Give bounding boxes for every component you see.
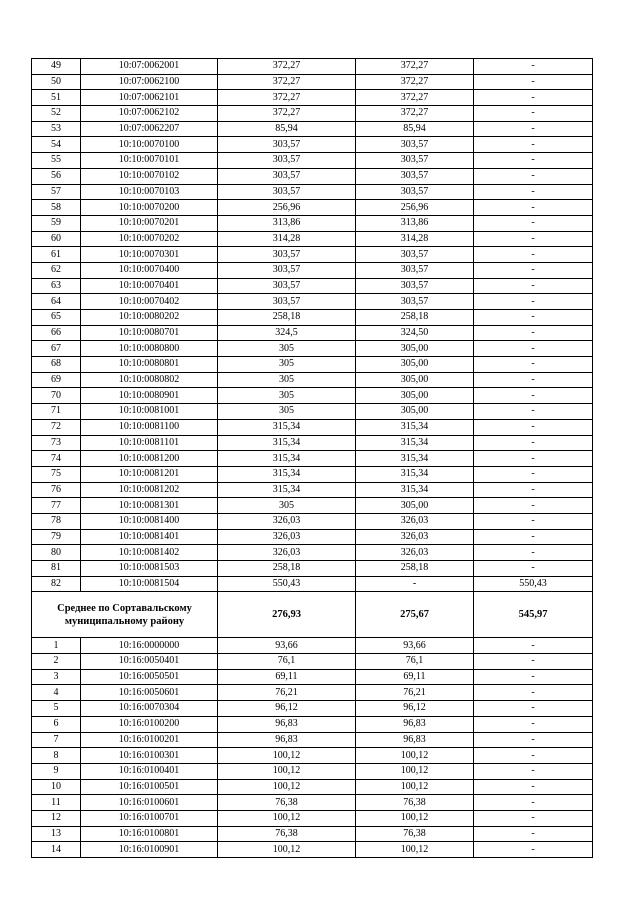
- value-col-3: -: [474, 482, 593, 498]
- value-col-2: 305,00: [356, 341, 474, 357]
- cadastral-quarter: 10:16:0100301: [81, 748, 218, 764]
- value-col-3: -: [474, 184, 593, 200]
- table-summary-section: [32, 592, 593, 638]
- value-col-1: 372,27: [218, 74, 356, 90]
- cadastral-quarter: 10:16:0100201: [81, 732, 218, 748]
- summary-value-2: 275,67: [356, 592, 474, 638]
- value-col-3: -: [474, 795, 593, 811]
- row-number: 3: [32, 669, 81, 685]
- value-col-3: -: [474, 498, 593, 514]
- value-col-1: 315,34: [218, 466, 356, 482]
- cadastral-quarter: 10:07:0062102: [81, 106, 218, 122]
- value-col-1: 76,38: [218, 795, 356, 811]
- table-row: [32, 106, 593, 122]
- cadastral-value-table: [31, 58, 593, 858]
- table-row: [32, 404, 593, 420]
- value-col-1: 69,11: [218, 669, 356, 685]
- value-col-1: 100,12: [218, 748, 356, 764]
- row-number: 50: [32, 74, 81, 90]
- cadastral-quarter: 10:16:0050501: [81, 669, 218, 685]
- value-col-3: -: [474, 231, 593, 247]
- row-number: 65: [32, 310, 81, 326]
- value-col-1: 305: [218, 372, 356, 388]
- value-col-2: 313,86: [356, 215, 474, 231]
- row-number: 13: [32, 826, 81, 842]
- summary-row: [32, 592, 593, 638]
- table-row: [32, 247, 593, 263]
- value-col-3: -: [474, 545, 593, 561]
- cadastral-quarter: 10:10:0070100: [81, 137, 218, 153]
- row-number: 56: [32, 168, 81, 184]
- value-col-2: 100,12: [356, 779, 474, 795]
- value-col-1: 96,12: [218, 701, 356, 717]
- row-number: 54: [32, 137, 81, 153]
- row-number: 62: [32, 262, 81, 278]
- table-row: [32, 310, 593, 326]
- cadastral-quarter: 10:16:0100401: [81, 763, 218, 779]
- row-number: 5: [32, 701, 81, 717]
- table-row: [32, 654, 593, 670]
- value-col-1: 258,18: [218, 561, 356, 577]
- value-col-2: 315,34: [356, 419, 474, 435]
- value-col-2: 85,94: [356, 121, 474, 137]
- value-col-1: 96,83: [218, 716, 356, 732]
- value-col-1: 303,57: [218, 247, 356, 263]
- row-number: 71: [32, 404, 81, 420]
- row-number: 49: [32, 59, 81, 75]
- value-col-3: -: [474, 716, 593, 732]
- row-number: 55: [32, 153, 81, 169]
- value-col-2: 100,12: [356, 748, 474, 764]
- table-row: [32, 529, 593, 545]
- value-col-2: 326,03: [356, 513, 474, 529]
- value-col-1: 303,57: [218, 137, 356, 153]
- value-col-3: -: [474, 748, 593, 764]
- cadastral-quarter: 10:10:0081401: [81, 529, 218, 545]
- row-number: 79: [32, 529, 81, 545]
- value-col-2: 303,57: [356, 184, 474, 200]
- row-number: 11: [32, 795, 81, 811]
- table-row: [32, 513, 593, 529]
- row-number: 6: [32, 716, 81, 732]
- table-row: [32, 121, 593, 137]
- value-col-2: -: [356, 576, 474, 592]
- table-row: [32, 419, 593, 435]
- cadastral-quarter: 10:16:0070304: [81, 701, 218, 717]
- table-row: [32, 168, 593, 184]
- table-row: [32, 294, 593, 310]
- value-col-3: -: [474, 779, 593, 795]
- value-col-2: 303,57: [356, 262, 474, 278]
- value-col-2: 76,1: [356, 654, 474, 670]
- value-col-2: 303,57: [356, 278, 474, 294]
- row-number: 2: [32, 654, 81, 670]
- row-number: 77: [32, 498, 81, 514]
- value-col-3: -: [474, 310, 593, 326]
- cadastral-quarter: 10:10:0081400: [81, 513, 218, 529]
- table-row: [32, 716, 593, 732]
- value-col-2: 305,00: [356, 498, 474, 514]
- table-row: [32, 842, 593, 858]
- cadastral-quarter: 10:16:0100801: [81, 826, 218, 842]
- table-row: [32, 779, 593, 795]
- table-row: [32, 184, 593, 200]
- value-col-1: 76,21: [218, 685, 356, 701]
- table-row: [32, 545, 593, 561]
- cadastral-quarter: 10:10:0081101: [81, 435, 218, 451]
- value-col-2: 315,34: [356, 466, 474, 482]
- value-col-2: 324,50: [356, 325, 474, 341]
- cadastral-quarter: 10:10:0070200: [81, 200, 218, 216]
- value-col-3: -: [474, 388, 593, 404]
- table-row: [32, 137, 593, 153]
- cadastral-quarter: 10:10:0080701: [81, 325, 218, 341]
- row-number: 61: [32, 247, 81, 263]
- value-col-1: 303,57: [218, 278, 356, 294]
- table-row: [32, 262, 593, 278]
- value-col-3: -: [474, 810, 593, 826]
- row-number: 82: [32, 576, 81, 592]
- value-col-2: 305,00: [356, 372, 474, 388]
- value-col-1: 372,27: [218, 59, 356, 75]
- value-col-1: 326,03: [218, 529, 356, 545]
- cadastral-quarter: 10:10:0081100: [81, 419, 218, 435]
- value-col-1: 303,57: [218, 294, 356, 310]
- value-col-3: -: [474, 262, 593, 278]
- value-col-1: 93,66: [218, 638, 356, 654]
- table-row: [32, 278, 593, 294]
- value-col-1: 315,34: [218, 419, 356, 435]
- row-number: 73: [32, 435, 81, 451]
- row-number: 68: [32, 357, 81, 373]
- value-col-2: 76,38: [356, 826, 474, 842]
- value-col-1: 324,5: [218, 325, 356, 341]
- value-col-1: 96,83: [218, 732, 356, 748]
- table-row: [32, 90, 593, 106]
- value-col-2: 303,57: [356, 137, 474, 153]
- table-row: [32, 763, 593, 779]
- row-number: 70: [32, 388, 81, 404]
- value-col-3: -: [474, 90, 593, 106]
- cadastral-quarter: 10:10:0081200: [81, 451, 218, 467]
- value-col-3: -: [474, 372, 593, 388]
- table-row: [32, 795, 593, 811]
- cadastral-quarter: 10:10:0070101: [81, 153, 218, 169]
- value-col-1: 315,34: [218, 435, 356, 451]
- cadastral-quarter: 10:16:0100200: [81, 716, 218, 732]
- table-row: [32, 810, 593, 826]
- value-col-2: 303,57: [356, 294, 474, 310]
- value-col-3: -: [474, 529, 593, 545]
- cadastral-quarter: 10:16:0050601: [81, 685, 218, 701]
- value-col-1: 305: [218, 357, 356, 373]
- value-col-1: 314,28: [218, 231, 356, 247]
- cadastral-quarter: 10:07:0062100: [81, 74, 218, 90]
- row-number: 69: [32, 372, 81, 388]
- value-col-2: 96,83: [356, 732, 474, 748]
- row-number: 1: [32, 638, 81, 654]
- table-row: [32, 576, 593, 592]
- table-row: [32, 200, 593, 216]
- value-col-2: 315,34: [356, 482, 474, 498]
- cadastral-quarter: 10:10:0081402: [81, 545, 218, 561]
- cadastral-quarter: 10:16:0100501: [81, 779, 218, 795]
- row-number: 74: [32, 451, 81, 467]
- value-col-3: -: [474, 826, 593, 842]
- cadastral-quarter: 10:10:0070301: [81, 247, 218, 263]
- table-row: [32, 215, 593, 231]
- row-number: 57: [32, 184, 81, 200]
- value-col-3: -: [474, 325, 593, 341]
- cadastral-quarter: 10:16:0100701: [81, 810, 218, 826]
- row-number: 53: [32, 121, 81, 137]
- cadastral-quarter: 10:10:0070401: [81, 278, 218, 294]
- value-col-3: -: [474, 404, 593, 420]
- value-col-3: -: [474, 137, 593, 153]
- value-col-3: -: [474, 74, 593, 90]
- row-number: 76: [32, 482, 81, 498]
- value-col-3: -: [474, 247, 593, 263]
- cadastral-quarter: 10:10:0081504: [81, 576, 218, 592]
- value-col-1: 76,38: [218, 826, 356, 842]
- table-row: [32, 638, 593, 654]
- cadastral-quarter: 10:10:0081301: [81, 498, 218, 514]
- value-col-3: -: [474, 200, 593, 216]
- value-col-3: -: [474, 153, 593, 169]
- table-body-upper: [32, 59, 593, 592]
- table-row: [32, 153, 593, 169]
- row-number: 58: [32, 200, 81, 216]
- value-col-1: 100,12: [218, 842, 356, 858]
- table-row: [32, 748, 593, 764]
- row-number: 4: [32, 685, 81, 701]
- table-row: [32, 498, 593, 514]
- value-col-2: 314,28: [356, 231, 474, 247]
- value-col-3: -: [474, 701, 593, 717]
- value-col-2: 96,12: [356, 701, 474, 717]
- value-col-3: -: [474, 168, 593, 184]
- row-number: 51: [32, 90, 81, 106]
- value-col-3: -: [474, 419, 593, 435]
- table-row: [32, 669, 593, 685]
- cadastral-quarter: 10:10:0081001: [81, 404, 218, 420]
- table-row: [32, 231, 593, 247]
- summary-value-1: 276,93: [218, 592, 356, 638]
- value-col-1: 303,57: [218, 262, 356, 278]
- summary-label: Среднее по Сортавальскому муниципальному району: [32, 592, 218, 638]
- row-number: 66: [32, 325, 81, 341]
- table-row: [32, 74, 593, 90]
- cadastral-quarter: 10:10:0070400: [81, 262, 218, 278]
- value-col-3: -: [474, 294, 593, 310]
- cadastral-quarter: 10:10:0080801: [81, 357, 218, 373]
- table-row: [32, 372, 593, 388]
- value-col-2: 303,57: [356, 168, 474, 184]
- value-col-2: 76,38: [356, 795, 474, 811]
- cadastral-quarter: 10:10:0070103: [81, 184, 218, 200]
- row-number: 67: [32, 341, 81, 357]
- value-col-3: 550,43: [474, 576, 593, 592]
- row-number: 75: [32, 466, 81, 482]
- value-col-3: -: [474, 513, 593, 529]
- value-col-1: 372,27: [218, 90, 356, 106]
- value-col-3: -: [474, 561, 593, 577]
- cadastral-quarter: 10:10:0070202: [81, 231, 218, 247]
- value-col-2: 372,27: [356, 74, 474, 90]
- value-col-1: 326,03: [218, 513, 356, 529]
- value-col-3: -: [474, 669, 593, 685]
- value-col-2: 258,18: [356, 310, 474, 326]
- value-col-1: 100,12: [218, 763, 356, 779]
- cadastral-quarter: 10:10:0080901: [81, 388, 218, 404]
- value-col-1: 315,34: [218, 451, 356, 467]
- value-col-1: 313,86: [218, 215, 356, 231]
- table-row: [32, 685, 593, 701]
- table-row: [32, 466, 593, 482]
- row-number: 14: [32, 842, 81, 858]
- table-row: [32, 482, 593, 498]
- value-col-2: 303,57: [356, 153, 474, 169]
- value-col-1: 100,12: [218, 779, 356, 795]
- value-col-2: 372,27: [356, 59, 474, 75]
- table-row: [32, 701, 593, 717]
- value-col-2: 258,18: [356, 561, 474, 577]
- value-col-3: -: [474, 732, 593, 748]
- value-col-3: -: [474, 278, 593, 294]
- value-col-1: 303,57: [218, 168, 356, 184]
- table-body-lower: [32, 638, 593, 858]
- value-col-2: 76,21: [356, 685, 474, 701]
- cadastral-quarter: 10:10:0080202: [81, 310, 218, 326]
- row-number: 64: [32, 294, 81, 310]
- cadastral-quarter: 10:10:0070102: [81, 168, 218, 184]
- value-col-3: -: [474, 763, 593, 779]
- row-number: 80: [32, 545, 81, 561]
- value-col-3: -: [474, 638, 593, 654]
- table-row: [32, 388, 593, 404]
- value-col-2: 326,03: [356, 545, 474, 561]
- table-row: [32, 451, 593, 467]
- value-col-1: 305: [218, 388, 356, 404]
- cadastral-quarter: 10:16:0050401: [81, 654, 218, 670]
- value-col-3: -: [474, 357, 593, 373]
- value-col-3: -: [474, 215, 593, 231]
- row-number: 81: [32, 561, 81, 577]
- cadastral-quarter: 10:07:0062001: [81, 59, 218, 75]
- value-col-2: 69,11: [356, 669, 474, 685]
- cadastral-quarter: 10:07:0062207: [81, 121, 218, 137]
- value-col-1: 326,03: [218, 545, 356, 561]
- value-col-3: -: [474, 451, 593, 467]
- cadastral-quarter: 10:10:0070201: [81, 215, 218, 231]
- table-row: [32, 826, 593, 842]
- table-row: [32, 59, 593, 75]
- value-col-2: 372,27: [356, 106, 474, 122]
- table-row: [32, 435, 593, 451]
- value-col-2: 93,66: [356, 638, 474, 654]
- summary-value-3: 545,97: [474, 592, 593, 638]
- row-number: 52: [32, 106, 81, 122]
- value-col-1: 258,18: [218, 310, 356, 326]
- value-col-2: 315,34: [356, 451, 474, 467]
- value-col-1: 256,96: [218, 200, 356, 216]
- table-row: [32, 561, 593, 577]
- value-col-3: -: [474, 466, 593, 482]
- value-col-1: 100,12: [218, 810, 356, 826]
- cadastral-quarter: 10:10:0080800: [81, 341, 218, 357]
- value-col-1: 76,1: [218, 654, 356, 670]
- value-col-1: 303,57: [218, 153, 356, 169]
- row-number: 10: [32, 779, 81, 795]
- value-col-3: -: [474, 106, 593, 122]
- value-col-2: 256,96: [356, 200, 474, 216]
- row-number: 72: [32, 419, 81, 435]
- value-col-2: 315,34: [356, 435, 474, 451]
- table-row: [32, 341, 593, 357]
- table-row: [32, 325, 593, 341]
- value-col-2: 100,12: [356, 810, 474, 826]
- value-col-1: 550,43: [218, 576, 356, 592]
- row-number: 12: [32, 810, 81, 826]
- value-col-1: 305: [218, 341, 356, 357]
- cadastral-quarter: 10:10:0070402: [81, 294, 218, 310]
- cadastral-quarter: 10:10:0081202: [81, 482, 218, 498]
- value-col-2: 305,00: [356, 357, 474, 373]
- value-col-2: 96,83: [356, 716, 474, 732]
- cadastral-quarter: 10:10:0081503: [81, 561, 218, 577]
- value-col-3: -: [474, 121, 593, 137]
- value-col-1: 305: [218, 498, 356, 514]
- cadastral-quarter: 10:16:0100901: [81, 842, 218, 858]
- value-col-2: 305,00: [356, 388, 474, 404]
- row-number: 60: [32, 231, 81, 247]
- value-col-2: 303,57: [356, 247, 474, 263]
- row-number: 9: [32, 763, 81, 779]
- table-row: [32, 732, 593, 748]
- value-col-1: 372,27: [218, 106, 356, 122]
- row-number: 78: [32, 513, 81, 529]
- value-col-1: 305: [218, 404, 356, 420]
- value-col-3: -: [474, 435, 593, 451]
- row-number: 63: [32, 278, 81, 294]
- value-col-3: -: [474, 685, 593, 701]
- value-col-1: 85,94: [218, 121, 356, 137]
- value-col-3: -: [474, 654, 593, 670]
- value-col-2: 100,12: [356, 763, 474, 779]
- value-col-2: 100,12: [356, 842, 474, 858]
- value-col-3: -: [474, 341, 593, 357]
- row-number: 8: [32, 748, 81, 764]
- cadastral-quarter: 10:16:0000000: [81, 638, 218, 654]
- row-number: 7: [32, 732, 81, 748]
- value-col-3: -: [474, 59, 593, 75]
- cadastral-quarter: 10:10:0081201: [81, 466, 218, 482]
- value-col-2: 326,03: [356, 529, 474, 545]
- value-col-1: 315,34: [218, 482, 356, 498]
- cadastral-quarter: 10:10:0080802: [81, 372, 218, 388]
- cadastral-quarter: 10:16:0100601: [81, 795, 218, 811]
- cadastral-quarter: 10:07:0062101: [81, 90, 218, 106]
- value-col-2: 372,27: [356, 90, 474, 106]
- row-number: 59: [32, 215, 81, 231]
- value-col-1: 303,57: [218, 184, 356, 200]
- value-col-3: -: [474, 842, 593, 858]
- table-row: [32, 357, 593, 373]
- value-col-2: 305,00: [356, 404, 474, 420]
